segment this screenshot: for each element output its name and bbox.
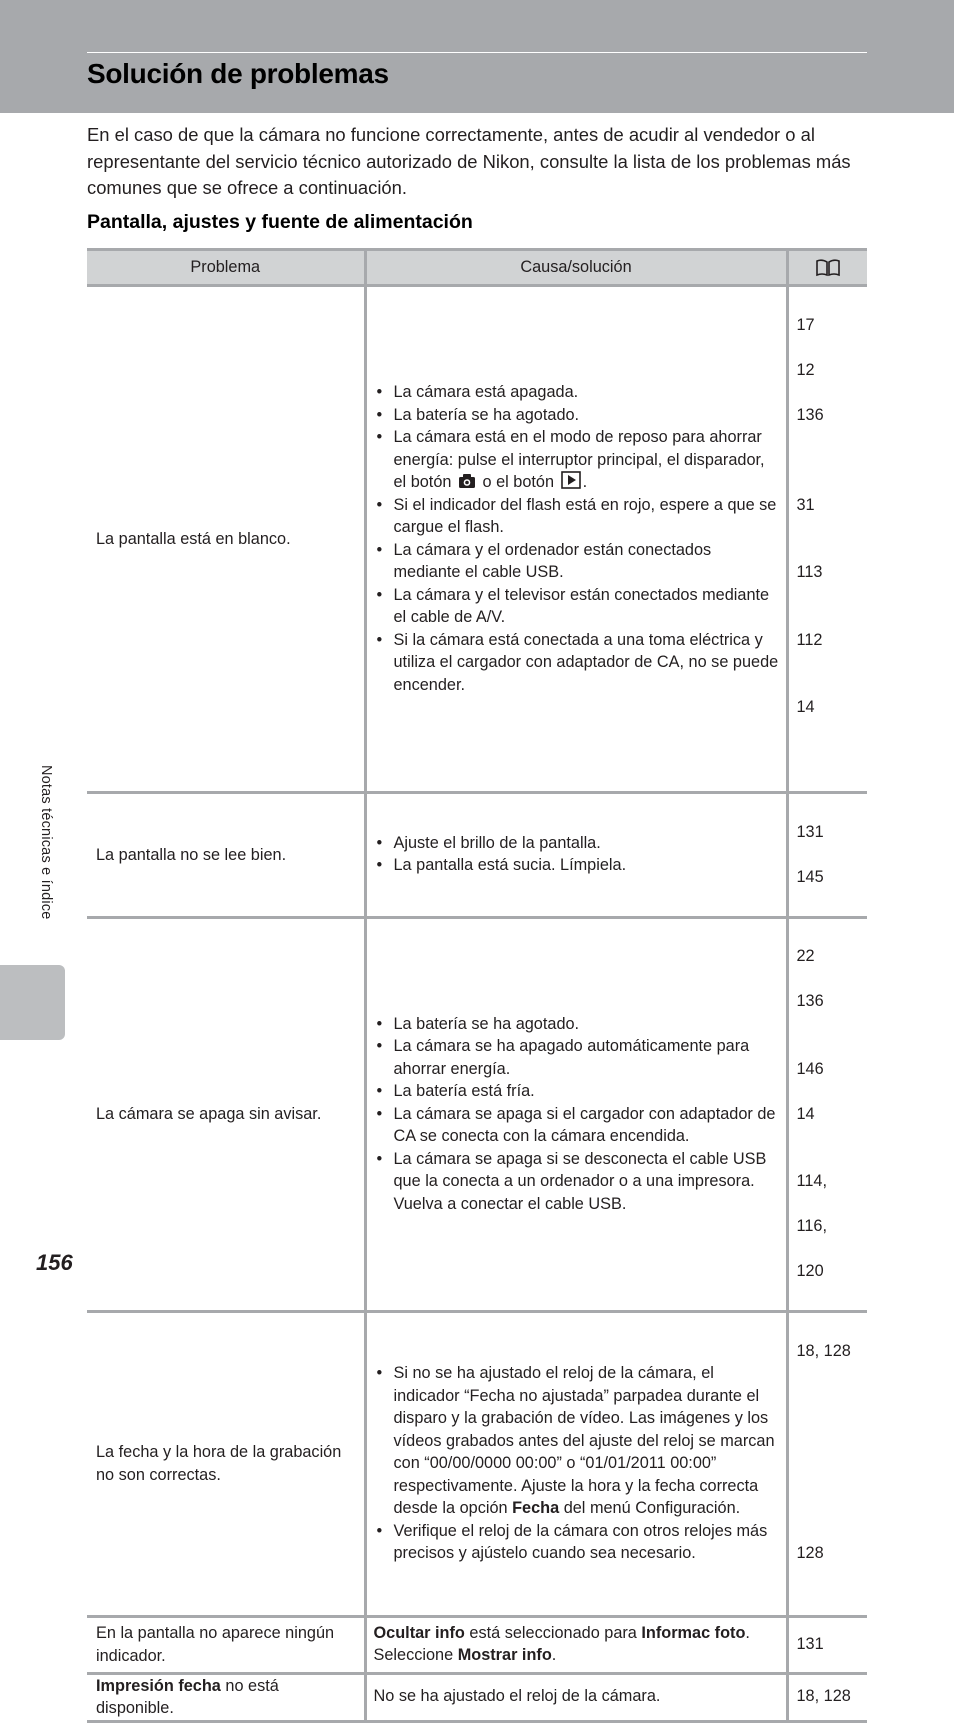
intro-paragraph: En el caso de que la cámara no funcione correctamente, antes de acudir al vendedor o al representante del servicio técnico autorizado de Nikon, consulte la lista de los problemas más comunes que se ofrece a continuación. xyxy=(87,124,851,198)
reference-cell: 131 xyxy=(787,1616,867,1673)
reference-cell xyxy=(787,1312,867,1617)
reference-cell: 18, 128 xyxy=(787,1673,867,1721)
list-item: • La pantalla está sucia. Límpiela. xyxy=(374,854,780,877)
page-ref: 22 xyxy=(796,947,815,965)
list-item: • La cámara se apaga si el cargador con adaptador de CA se conecta con la cámara encendida. xyxy=(374,1103,780,1148)
list-item: • Verifique el reloj de la cámara con otros relojes más precisos y ajústelo cuando sea necesario. xyxy=(374,1520,780,1565)
page-ref: 146 xyxy=(796,1059,824,1078)
table-row xyxy=(87,793,867,918)
page-ref: 112 xyxy=(796,630,823,649)
reference-cell xyxy=(787,917,867,1312)
reference-cell xyxy=(787,286,867,793)
troubleshooting-table xyxy=(87,248,867,1723)
page-ref: 120 xyxy=(796,1262,824,1280)
page-ref: 136 xyxy=(796,992,824,1010)
cause-cell xyxy=(365,1312,787,1617)
page-ref: 116, xyxy=(796,1217,827,1235)
cause-cell xyxy=(365,917,787,1312)
cause-cell: No se ha ajustado el reloj de la cámara. xyxy=(365,1673,787,1721)
camera-icon xyxy=(458,473,476,489)
problem-cell: La pantalla está en blanco. xyxy=(87,286,365,793)
list-item: • La cámara está apagada. xyxy=(374,381,780,404)
cause-cell: Ocultar info está seleccionado para Informac foto. Seleccione Mostrar info. xyxy=(365,1616,787,1673)
side-section-tab xyxy=(0,965,65,1040)
book-icon xyxy=(815,259,841,277)
page-ref: 113 xyxy=(796,563,823,581)
section-title: Pantalla, ajustes y fuente de alimentación xyxy=(87,211,473,233)
problem-cell: La cámara se apaga sin avisar. xyxy=(87,917,365,1312)
table-row xyxy=(87,1616,867,1673)
list-item: • La cámara se ha apagado automáticamente para ahorrar energía. xyxy=(374,1035,780,1080)
table-row xyxy=(87,1673,867,1721)
table-header-row xyxy=(87,250,867,286)
cause-cell xyxy=(365,286,787,793)
page-ref: 136 xyxy=(796,405,824,424)
cause-cell xyxy=(365,793,787,918)
page-ref: 17 xyxy=(796,315,815,334)
problem-cell: Impresión fecha no está disponible. xyxy=(87,1673,365,1721)
page-ref: 131 xyxy=(796,822,824,841)
page-ref: 145 xyxy=(796,867,824,886)
page-number: 156 xyxy=(36,1250,73,1275)
table-row xyxy=(87,286,867,793)
list-item: • La cámara se apaga si se desconecta el cable USB que la conecta a un ordenador o a una impresora. Vuelva a conectar el cable USB. xyxy=(374,1148,780,1216)
list-item: • La batería se ha agotado. xyxy=(374,404,780,427)
list-item: • Si la cámara está conectada a una toma eléctrica y utiliza el cargador con adaptador de CA, no se puede encender. xyxy=(374,629,780,697)
list-item: • La cámara está en el modo de reposo para ahorrar energía: pulse el interruptor principal, el disparador, el botón o el botón . xyxy=(374,426,780,494)
page-ref: 14 xyxy=(796,1104,815,1123)
list-item: • La batería se ha agotado. xyxy=(374,1013,780,1036)
page-ref: 18, 128 xyxy=(796,1341,851,1360)
list-item: • Ajuste el brillo de la pantalla. xyxy=(374,832,780,855)
page-ref: 14 xyxy=(796,698,815,716)
problem-cell: La fecha y la hora de la grabación no son correctas. xyxy=(87,1312,365,1617)
page-title: Solución de problemas xyxy=(87,58,389,89)
problem-cell: La pantalla no se lee bien. xyxy=(87,793,365,918)
header-problem: Problema xyxy=(87,250,365,286)
header-cause: Causa/solución xyxy=(365,250,787,286)
play-icon xyxy=(561,471,581,489)
page-ref: 128 xyxy=(796,1544,824,1562)
page-ref: 12 xyxy=(796,360,815,379)
reference-cell xyxy=(787,793,867,918)
list-item: • La batería está fría. xyxy=(374,1080,780,1103)
list-item: • La cámara y el ordenador están conectados mediante el cable USB. xyxy=(374,539,780,584)
page-ref: 114, xyxy=(796,1172,827,1190)
side-section-label: Notas técnicas e índice xyxy=(38,765,54,920)
table-row xyxy=(87,1312,867,1617)
page-ref: 31 xyxy=(796,495,815,514)
problem-cell: En la pantalla no aparece ningún indicador. xyxy=(87,1616,365,1673)
header-rule xyxy=(87,52,867,53)
table-row xyxy=(87,917,867,1312)
header-band xyxy=(0,0,954,113)
list-item: • Si el indicador del flash está en rojo, espere a que se cargue el flash. xyxy=(374,494,780,539)
list-item: • La cámara y el televisor están conectados mediante el cable de A/V. xyxy=(374,584,780,629)
list-item: • Si no se ha ajustado el reloj de la cámara, el indicador “Fecha no ajustada” parpadea durante el disparo y la grabación de vídeo. Las imágenes y los vídeos grabados antes del ajuste del reloj se marcan con “00/00/0000 00:00” o “01/01/2011 00:00” respectivamente. Ajuste la hora y la fecha correcta desde la opción Fecha del menú Configuración. xyxy=(374,1362,780,1520)
header-reference xyxy=(787,250,867,286)
